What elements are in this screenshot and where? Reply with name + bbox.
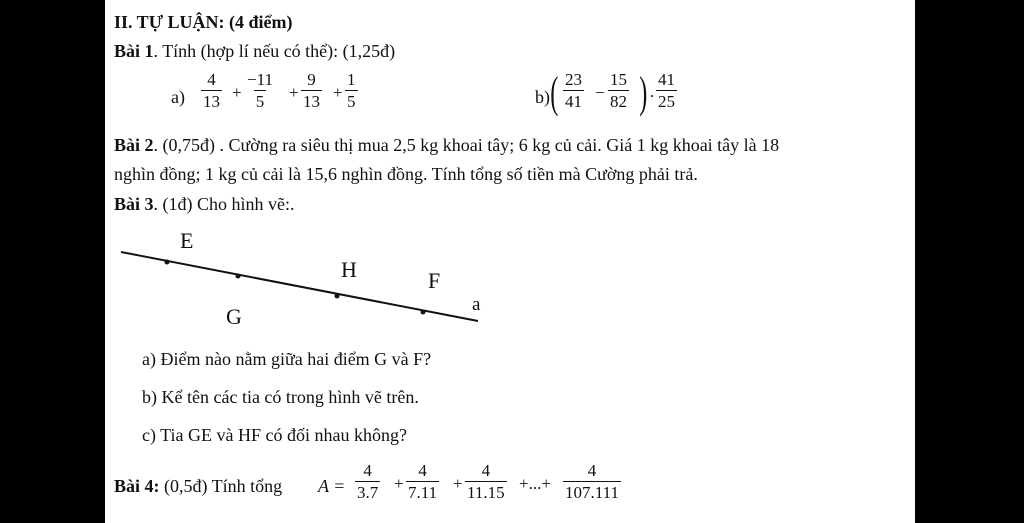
plus-op: + <box>453 474 463 493</box>
bai3-question-b: b) Kể tên các tia có trong hình vẽ trên. <box>142 387 419 407</box>
numerator: −11 <box>247 70 273 89</box>
bai4-frac-1 <box>355 461 380 502</box>
plus-op: + <box>333 83 343 102</box>
point-g-dot <box>236 274 241 279</box>
plus-op: + <box>232 83 242 102</box>
bai1-b-prefix: b) <box>535 87 550 107</box>
bai4-label: Bài 4: <box>114 476 160 496</box>
bai2-text-line2: nghìn đồng; 1 kg củ cải là 15,6 nghìn đồng. Tính tổng số tiền mà Cường phải trả. <box>114 164 698 184</box>
numerator: 9 <box>307 70 316 89</box>
bai4-heading <box>114 476 282 496</box>
denominator: 41 <box>565 92 582 111</box>
numerator: 41 <box>658 70 675 89</box>
bai4-frac-3 <box>465 461 507 502</box>
bai4-text: (0,5đ) Tính tổng <box>164 476 283 496</box>
right-paren: ) <box>639 68 648 117</box>
bai3-question-a: a) Điểm nào nằm giữa hai điểm G và F? <box>142 349 432 369</box>
label-e: E <box>180 228 194 253</box>
label-a: a <box>472 294 481 315</box>
bai2-text-line1: . (0,75đ) . Cường ra siêu thị mua 2,5 kg khoai tây; 6 kg củ cải. Giá 1 kg khoai tây là 18 <box>153 135 780 155</box>
numerator: 4 <box>481 461 491 480</box>
denominator: 5 <box>347 92 356 111</box>
label-f: F <box>428 268 441 293</box>
numerator: 4 <box>363 461 372 480</box>
numerator: 1 <box>347 70 356 89</box>
plus-op: + <box>289 83 299 102</box>
bai3-question-c: c) Tia GE và HF có đối nhau không? <box>142 425 407 445</box>
numerator: 4 <box>418 461 427 480</box>
denominator: 5 <box>255 92 265 111</box>
bai3-text: . (1đ) Cho hình vẽ:. <box>153 194 295 214</box>
denominator: 107.111 <box>565 483 619 502</box>
minus-op: − <box>595 83 605 102</box>
denominator: 11.15 <box>467 483 505 502</box>
bai1-label: Bài 1 <box>114 41 154 61</box>
bai4-frac-4 <box>563 461 621 502</box>
bai1-text: . Tính (hợp lí nếu có thể): (1,25đ) <box>153 41 396 61</box>
bai1-a-prefix: a) <box>171 87 185 107</box>
label-h: H <box>341 257 357 282</box>
document-page <box>105 0 915 523</box>
dot-op: . <box>650 82 655 101</box>
denominator: 82 <box>610 92 627 111</box>
bai4-lhs: A = <box>318 476 346 496</box>
numerator: 23 <box>565 70 582 89</box>
numerator: 4 <box>587 461 597 480</box>
section-title: II. TỰ LUẬN: (4 điểm) <box>114 12 293 32</box>
denominator: 7.11 <box>408 483 438 502</box>
denominator: 13 <box>303 92 320 111</box>
numerator: 4 <box>207 70 216 89</box>
numerator: 15 <box>610 70 627 89</box>
denominator: 3.7 <box>357 483 379 502</box>
bai4-frac-2 <box>406 461 439 502</box>
point-f-dot <box>421 310 426 315</box>
point-h-dot <box>335 294 340 299</box>
label-g: G <box>226 304 242 329</box>
plus-op: + <box>394 474 404 493</box>
denominator: 25 <box>658 92 675 111</box>
point-e-dot <box>165 260 170 265</box>
left-paren: ( <box>550 68 559 117</box>
bai3-label: Bài 3 <box>114 194 154 214</box>
denominator: 13 <box>203 92 220 111</box>
plus-ellipsis-op: +...+ <box>519 474 551 493</box>
bai2-label: Bài 2 <box>114 135 154 155</box>
